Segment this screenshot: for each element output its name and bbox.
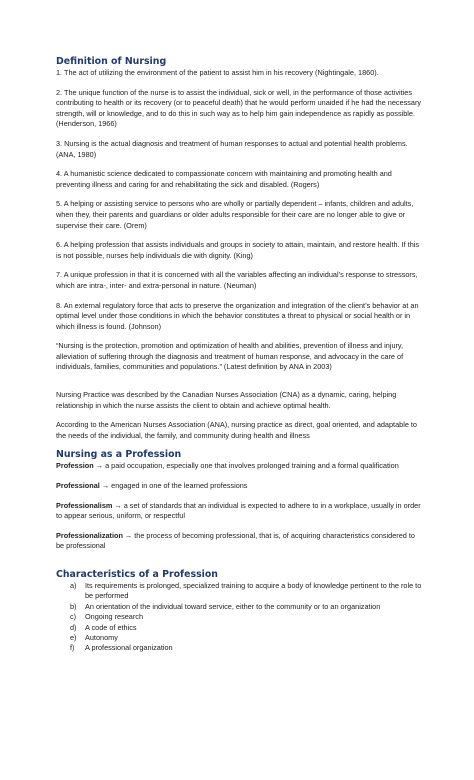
definition-4: 4. A humanistic science dedicated to compassionate concern with maintaining and promoting health and preventing illness and caring for and rehabilitating the sick and disabled. (Rogers) bbox=[56, 169, 392, 189]
list-item-text: Autonomy bbox=[85, 633, 118, 643]
definition-professionalism bbox=[56, 501, 424, 522]
list-item-text: An orientation of the individual toward service, either to the community or to an organization bbox=[85, 601, 381, 611]
paragraph-ana: According to the American Nurses Association (ANA), nursing practice as direct, goal oriented, and adaptable to the needs of the individual, the family, and community during health and illness bbox=[56, 420, 417, 440]
definition-6: 6. A helping profession that assists individuals and groups in society to attain, maintain, and restore health. If this is not possible, nurses help individuals die with dignity. (King) bbox=[56, 240, 420, 260]
definition-1: 1. The act of utilizing the environment of the patient to assist him in his recovery (Nightingale, 1860). bbox=[56, 68, 379, 77]
list-item bbox=[56, 633, 424, 643]
list-marker: e) bbox=[70, 633, 77, 643]
list-item-text: Ongoing research bbox=[85, 612, 144, 622]
text-professionalism: → a set of standards that an individual is expected to adhere to in a workplace, usually in order to appear serious, uniform, or respectful bbox=[56, 500, 421, 521]
list-item bbox=[56, 623, 424, 633]
definition-2: 2. The unique function of the nurse is to assist the individual, sick or well, in the performance of those activities contributing to health or its recovery (or to peaceful death) that he would perform unaided if he had the necessary strength, will or knowledge, and to do this in such way as to help him gain independence as rapidly as possible. (Henderson, 1966) bbox=[56, 87, 422, 129]
term-professionalization: Professionalization bbox=[56, 530, 123, 540]
list-marker: c) bbox=[70, 612, 77, 622]
term-professionalism: Professionalism bbox=[56, 500, 113, 510]
definition-7: 7. A unique profession in that it is concerned with all the variables affecting an individual’s response to stressors, which are intra-, inter- and extra-personal in nature. (Neuman) bbox=[56, 270, 418, 290]
list-item bbox=[56, 643, 424, 653]
text-profession: → a paid occupation, especially one that involves prolonged training and a formal qualification bbox=[93, 461, 399, 471]
text-professionalization: → the process of becoming professional, that is, of acquiring characteristics considered to be professional bbox=[56, 530, 415, 551]
term-profession: Profession bbox=[56, 461, 94, 471]
text-professional: → engaged in one of the learned professions bbox=[99, 481, 248, 491]
list-item bbox=[56, 602, 424, 612]
list-item-text: Its requirements is prolonged, specialized training to acquire a body of knowledge pertinent to the role to be performed bbox=[85, 581, 422, 601]
definition-professionalization bbox=[56, 531, 424, 552]
list-marker: f) bbox=[70, 643, 75, 653]
heading-nursing-as-a-profession: Nursing as a Profession bbox=[56, 449, 182, 461]
term-professional: Professional bbox=[56, 481, 100, 491]
definition-3: 3. Nursing is the actual diagnosis and treatment of human responses to actual and potential health problems. (ANA, 1980) bbox=[56, 138, 408, 159]
definition-profession bbox=[56, 461, 424, 472]
heading-definition-of-nursing: Definition of Nursing bbox=[56, 56, 167, 67]
document-body bbox=[56, 56, 424, 654]
heading-characteristics-of-a-profession: Characteristics of a Profession bbox=[56, 569, 218, 580]
definition-ana-2003: “Nursing is the protection, promotion and optimization of health and abilities, prevention of illness and injury, alleviation of suffering through the diagnosis and treatment of human response, and advocacy in the care of individuals, families, communities and populations.” (Latest definition by ANA in 2003) bbox=[56, 341, 404, 372]
list-item bbox=[56, 581, 424, 602]
definition-8: 8. An external regulatory force that acts to preserve the organization and integration of the client’s behavior at an optimal level under those conditions in which the behavior constitutes a threat to physical or social health or in which illness is found. (Johnson) bbox=[56, 300, 419, 331]
list-marker: b) bbox=[70, 601, 77, 611]
list-marker: a) bbox=[70, 581, 77, 590]
paragraph-cna: Nursing Practice was described by the Canadian Nurses Association (CNA) as a dynamic, caring, helping relationship in which the nurse assists the client to obtain and achieve optimal health. bbox=[56, 390, 397, 410]
list-marker: d) bbox=[70, 622, 77, 632]
definition-5: 5. A helping or assisting service to persons who are wholly or partially dependent – infants, children and adults, when they, their parents and guardians or older adults responsible for their care are no longer able to give or supervise their care. (Orem) bbox=[56, 199, 414, 230]
list-item-text: A professional organization bbox=[85, 643, 173, 653]
list-item bbox=[56, 612, 424, 622]
list-item-text: A code of ethics bbox=[85, 622, 137, 632]
definition-professional bbox=[56, 481, 424, 492]
characteristics-list bbox=[56, 581, 424, 654]
